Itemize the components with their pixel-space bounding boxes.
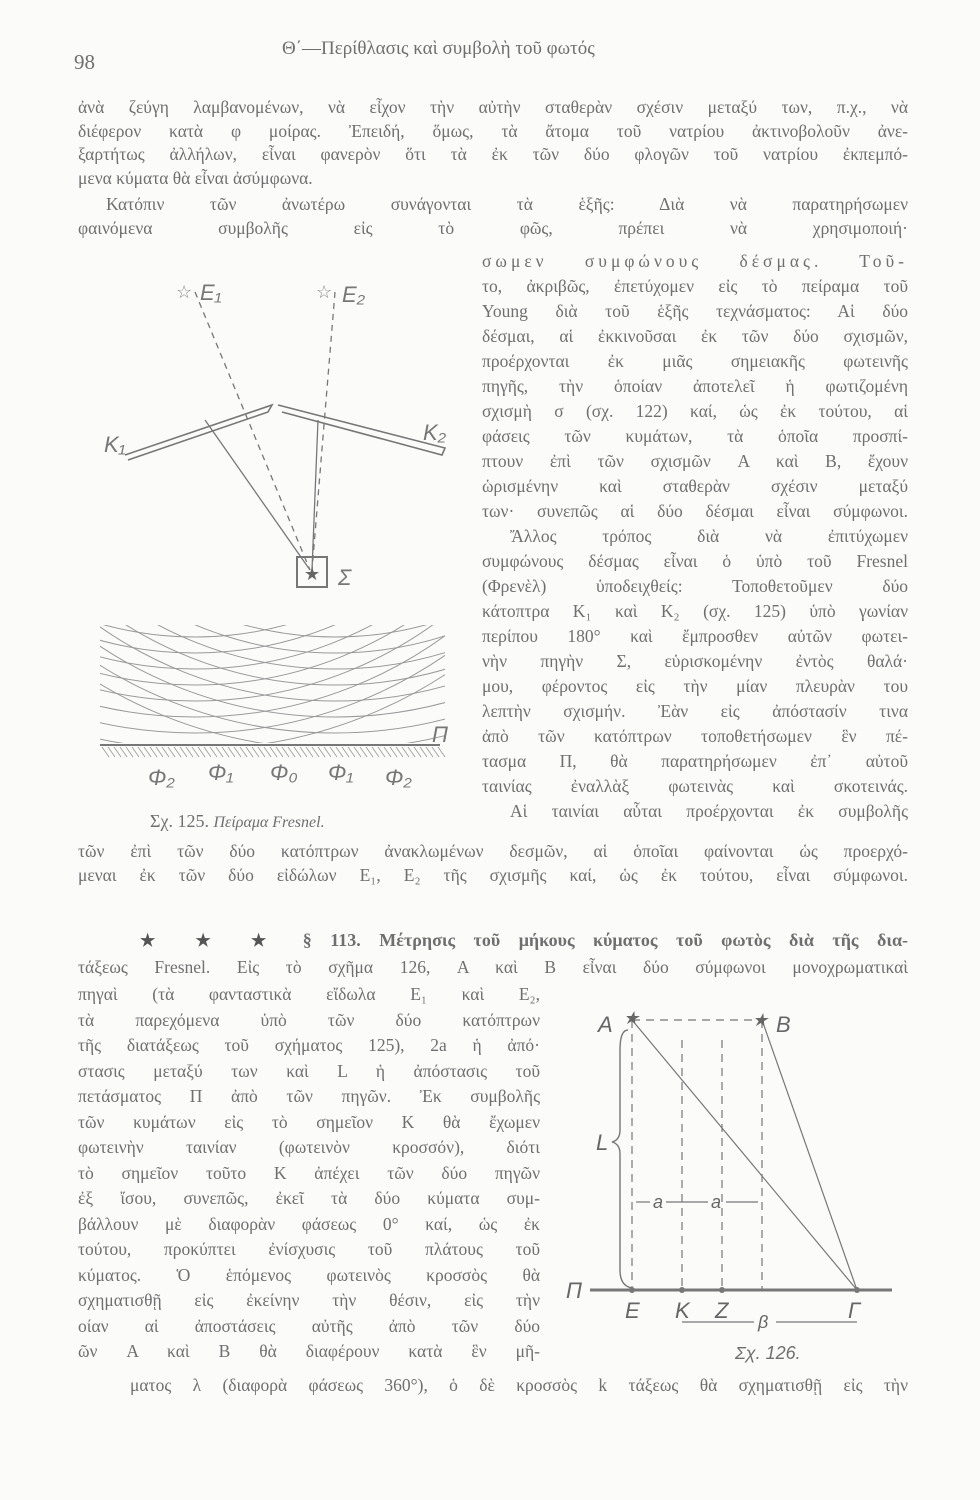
label-a-source: A — [598, 1012, 613, 1037]
wavefront-arc — [0, 0, 696, 653]
text-line: το, ἀκριβῶς, ἐπετύχομεν εἰς τὸ πείραμα τοῦ — [482, 276, 908, 296]
text-line: τὸ σημεῖον τοῦτο K ἀπέχει τῶν δύο πηγῶν — [78, 1162, 540, 1183]
text-line: βάλλουν μὲ διαφορὰν φάσεως 0° καί, ὡς ἐκ — [78, 1213, 540, 1234]
screen-hatch — [108, 747, 115, 757]
wavefront-arc — [0, 0, 776, 733]
star-icon: ★ — [623, 1008, 640, 1028]
wavefront-arc — [0, 0, 792, 749]
text-line: στασις μεταξύ των καὶ L ἡ ἀπόστασις τοῦ — [78, 1060, 540, 1081]
mirror-k2 — [278, 405, 445, 455]
text-line: τῶν κυμάτων εἰς τὸ σημεῖον K θὰ ἔχωμεν — [78, 1111, 540, 1132]
text-line: πηγῆς, τὴν ὁποίαν ἀποτελεῖ ἡ φωτιζομένη — [482, 376, 908, 396]
text-line: (Φρενὲλ) ὑποδειχθείς: Τοποθετοῦμεν δύο — [482, 576, 908, 596]
screen-hatch — [306, 747, 313, 757]
text-line: τασμα Π, θὰ παρατηρήσωμεν ἐπ᾽ αὐτοῦ — [482, 751, 908, 771]
wavefront-arc — [0, 0, 604, 701]
screen-hatch — [324, 747, 331, 757]
screen-hatch — [138, 747, 145, 757]
star-icons: ★ ★ ★ — [140, 931, 285, 950]
text-line: πηγαὶ (τὰ φανταστικὰ εἴδωλα E₁ καὶ E₂, — [78, 984, 540, 1004]
screen-hatch — [276, 747, 283, 757]
label-e1: E₁ — [200, 280, 222, 305]
wavefront-arc — [0, 0, 620, 717]
text-line: φωτεινὴν ταινίαν (φωτεινὸν κροσσόν), διότι — [78, 1137, 540, 1157]
text-line: Κατόπιν τῶν ἀνωτέρω συνάγονται τὰ ἑξῆς: Διὰ νὰ παρατηρήσωμεν — [106, 194, 908, 214]
label-phi: Φ₂ — [385, 765, 412, 790]
wavefront-arc — [0, 0, 636, 733]
text-line: μενα κύματα θὰ εἶναι ἀσύμφωνα. — [78, 167, 313, 188]
screen-hatch — [204, 747, 211, 757]
text-line: τὰ παρεχόμενα ὑπὸ τῶν δύο κατόπτρων — [78, 1009, 540, 1030]
screen-hatch — [348, 747, 355, 757]
screen-hatch — [246, 747, 253, 757]
screen-hatch — [360, 747, 367, 757]
text-line: οίαν αἱ ἀποστάσεις αὐτῆς ἀπὸ τῶν δύο — [78, 1315, 540, 1336]
screen-hatch — [240, 747, 247, 757]
label-phi: Φ₁ — [328, 760, 354, 785]
text-line: πτουν ἐπὶ τῶν σχισμῶν A καὶ B, ἔχουν — [482, 451, 908, 471]
label-k2: K₂ — [423, 420, 447, 445]
page-number: 98 — [74, 50, 95, 74]
screen-hatch — [258, 747, 265, 757]
label-e2: E₂ — [342, 282, 366, 307]
wavefront-arc — [0, 0, 760, 717]
screen-hatch — [126, 747, 133, 757]
screen-hatch — [228, 747, 235, 757]
screen-hatch — [222, 747, 229, 757]
text-line: σωμεν συμφώνους δέσμας. Τοῦ- — [482, 251, 908, 271]
text-line: κάτοπτρα K₁ καὶ K₂ (σχ. 125) ὑπὸ γωνίαν — [482, 601, 908, 621]
text-line: συμφώνους δέσμας εἶναι ὁ ὑπὸ τοῦ Fresnel — [482, 551, 908, 571]
wavefront-arc — [0, 0, 744, 701]
label-k: K — [675, 1298, 690, 1323]
text-line: τῶν ἐπὶ τῶν δύο κατόπτρων ἀνακλωμένων δεσμῶν, αἱ ὁποῖαι φαίνονται ὡς προερχό- — [78, 841, 908, 861]
screen-hatch — [288, 747, 295, 757]
screen-hatch — [144, 747, 151, 757]
label-screen: Π — [566, 1278, 582, 1303]
text-line: δέσμαι, αἱ ἐκκινοῦσαι ἐκ τῶν δύο σχισμῶν, — [482, 326, 908, 346]
screen-hatch — [336, 747, 343, 757]
screen-hatch — [312, 747, 319, 757]
text-line: ξαρτήτως ἀλλήλων, εἶναι φανερὸν ὅτι τὰ ἐκ τῶν δύο φλογῶν τοῦ νατρίου ἐκπεμπό- — [78, 144, 908, 164]
screen-hatch — [408, 747, 415, 757]
star-icon: ☆ — [316, 282, 333, 302]
star-icon: ★ — [752, 1010, 769, 1030]
screen-hatch — [132, 747, 139, 757]
screen-hatch — [270, 747, 277, 757]
text-line: σχηματισθῇ εἰς ἐκείνην τὴν θέσιν, εἰς τὴν — [78, 1290, 540, 1310]
label-z: Z — [715, 1298, 729, 1323]
screen-hatch — [156, 747, 163, 757]
screen-hatch — [402, 747, 409, 757]
section-title: § 113. Μέτρησις τοῦ μήκους κύματος τοῦ φωτὸς διὰ τῆς δια- — [302, 930, 908, 950]
label-beta: β — [758, 1312, 769, 1332]
wavefront-arc — [0, 0, 540, 637]
text-line: ταινίας ἐναλλὰξ φωτεινὰς καὶ σκοτεινάς. — [482, 776, 908, 796]
screen-hatch — [150, 747, 157, 757]
text-line: λεπτὴν σχισμήν. Ἐὰν εἰς ἀπόστασίν τινα — [482, 701, 908, 721]
text-line: προέρχονται ἐκ μιᾶς σημειακῆς φωτεινῆς — [482, 351, 908, 371]
figure-125-fresnel-mirrors — [0, 0, 792, 790]
text-line: μου, φέροντος εἰς τὴν μίαν πλευρὰν του — [482, 676, 908, 696]
text-line: Ἄλλος τρόπος διὰ νὰ ἐπιτύχωμεν — [510, 526, 908, 546]
screen-hatch — [216, 747, 223, 757]
text-line: διέφερον κατὰ φ μοίρας. Ἐπειδή, ὅμως, τὰ ἄτομα τοῦ νατρίου ἀκτινοβολοῦν ἀνε- — [78, 120, 908, 141]
label-k1: K₁ — [104, 432, 126, 457]
star-icon: ☆ — [176, 282, 193, 302]
text-line: ἀνὰ ζεύγη λαμβανομένων, νὰ εἶχον τὴν αὐτὴν σταθερὰν σχέσιν μεταξύ των, π.χ., νὰ — [78, 97, 908, 117]
screen-hatch — [198, 747, 205, 757]
screen-hatch — [114, 747, 121, 757]
text-line: πετάσματος Π ἀπὸ τῶν πηγῶν. Ἐκ συμβολῆς — [78, 1086, 540, 1106]
screen-hatch — [420, 747, 427, 757]
screen-hatch — [378, 747, 385, 757]
text-line: τάξεως Fresnel. Εἰς τὸ σχῆμα 126, A καὶ B εἶναι δύο σύμφωνοι μονοχρωματικαὶ — [78, 957, 908, 977]
figure-126-caption: Σχ. 126. — [735, 1343, 801, 1363]
text-line: φαινόμενα συμβολῆς εἰς τὸ φῶς, πρέπει νὰ χρησιμοποιή· — [78, 218, 908, 238]
text-line: ὡρισμένην καὶ σταθερὰν σχέσιν μεταξύ — [482, 476, 908, 496]
screen-hatch — [330, 747, 337, 757]
screen-hatch — [282, 747, 289, 757]
text-line: ῶν A καὶ B θὰ διαφέρουν κατὰ ἓν μῆ- — [78, 1341, 540, 1361]
text-line: ματος λ (διαφορὰ φάσεως 360°), ὁ δὲ κροσσὸς k τάξεως θὰ σχηματισθῇ εἰς τὴν — [130, 1375, 908, 1395]
label-a: a — [653, 1192, 664, 1212]
text-line: ἀπὸ τῶν κατόπτρων τοποθετήσωμεν ἓν πέ- — [482, 726, 908, 746]
screen-hatch — [342, 747, 349, 757]
screen-hatch — [294, 747, 301, 757]
screen-hatch — [300, 747, 307, 757]
wavefront-arc — [0, 0, 572, 669]
wavefront-arc — [0, 0, 728, 685]
label-gamma: Γ — [848, 1298, 861, 1323]
text-line: σχισμὴ σ (σχ. 122) καί, ὡς ἐκ τούτου, αἱ — [482, 401, 908, 421]
label-a: a — [711, 1192, 722, 1212]
star-icon: ★ — [304, 564, 321, 584]
screen-hatch — [120, 747, 127, 757]
mirror-k1 — [125, 405, 272, 460]
screen-hatch — [318, 747, 325, 757]
figure-126-fringe-geometry — [566, 1008, 892, 1332]
label-phi: Φ₁ — [208, 760, 234, 785]
screen-hatch — [372, 747, 379, 757]
screen-hatch — [414, 747, 421, 757]
text-line: κύματος. Ὁ ἑπόμενος φωτεινὸς κροσσὸς θὰ — [78, 1264, 540, 1285]
screen-hatch — [210, 747, 217, 757]
screen-hatch — [366, 747, 373, 757]
screen-hatch — [102, 747, 109, 757]
text-line: Young διὰ τοῦ ἑξῆς τεχνάσματος: Αἱ δύο — [482, 301, 908, 321]
text-line: περίπου 180° καὶ ἔμπροσθεν αὐτῶν φωτει- — [482, 626, 908, 646]
text-line: των· συνεπῶς αἱ δύο δέσμαι εἶναι σύμφωνοι. — [482, 501, 908, 521]
screen-hatch — [396, 747, 403, 757]
label-sigma: Σ — [338, 565, 352, 590]
screen-hatch — [234, 747, 241, 757]
wavefront-arc — [0, 0, 680, 637]
screen-hatch — [180, 747, 187, 757]
screen-hatch — [354, 747, 361, 757]
wavefront-arc — [0, 0, 556, 653]
text-line: τῆς διατάξεως τοῦ σχήματος 125), 2a ἡ ἀπό· — [78, 1035, 540, 1055]
text-line: ἐξ ἴσου, συνεπῶς, ἐκεῖ τὰ δύο κύματα συμ- — [78, 1188, 540, 1208]
label-phi: Φ₀ — [270, 760, 298, 785]
wavefront-arc — [0, 0, 712, 669]
label-phi: Φ₂ — [148, 765, 175, 790]
screen-hatch — [186, 747, 193, 757]
text-line: Αἱ ταινίαι αὗται προέρχονται ἐκ συμβολῆς — [510, 801, 908, 821]
screen-hatch — [438, 747, 445, 757]
screen-hatch — [264, 747, 271, 757]
screen-hatch — [390, 747, 397, 757]
wavefront-arc — [0, 0, 588, 685]
screen-hatch — [432, 747, 439, 757]
screen-hatch — [162, 747, 169, 757]
label-screen: Π — [432, 722, 448, 747]
text-line: φάσεις τῶν κυμάτων, τὰ ὁποῖα προσπί- — [482, 426, 908, 446]
screen-hatch — [174, 747, 181, 757]
screen-hatch — [384, 747, 391, 757]
screen-hatch — [192, 747, 199, 757]
figure-125-caption: Σχ. 125. Πείραμα Fresnel. — [150, 811, 325, 831]
screen-hatch — [168, 747, 175, 757]
label-l: L — [596, 1130, 609, 1155]
running-head: Θ΄—Περίθλασις καὶ συμβολὴ τοῦ φωτός — [282, 38, 595, 59]
text-line: νὴν πηγὴν Σ, εὑρισκομένην ἐντὸς θαλά· — [482, 651, 908, 671]
screen-hatch — [252, 747, 259, 757]
label-e: E — [625, 1298, 640, 1323]
screen-hatch — [426, 747, 433, 757]
text-line: μεναι ἐκ τῶν δύο εἰδώλων E₁, E₂ τῆς σχισμῆς καί, ὡς ἐκ τούτου, εἶναι σύμφωνοι. — [78, 865, 908, 885]
label-b-source: B — [776, 1012, 791, 1037]
text-line: τούτου, προκύπτει ἐνίσχυσις τοῦ πλάτους τοῦ — [78, 1239, 540, 1259]
